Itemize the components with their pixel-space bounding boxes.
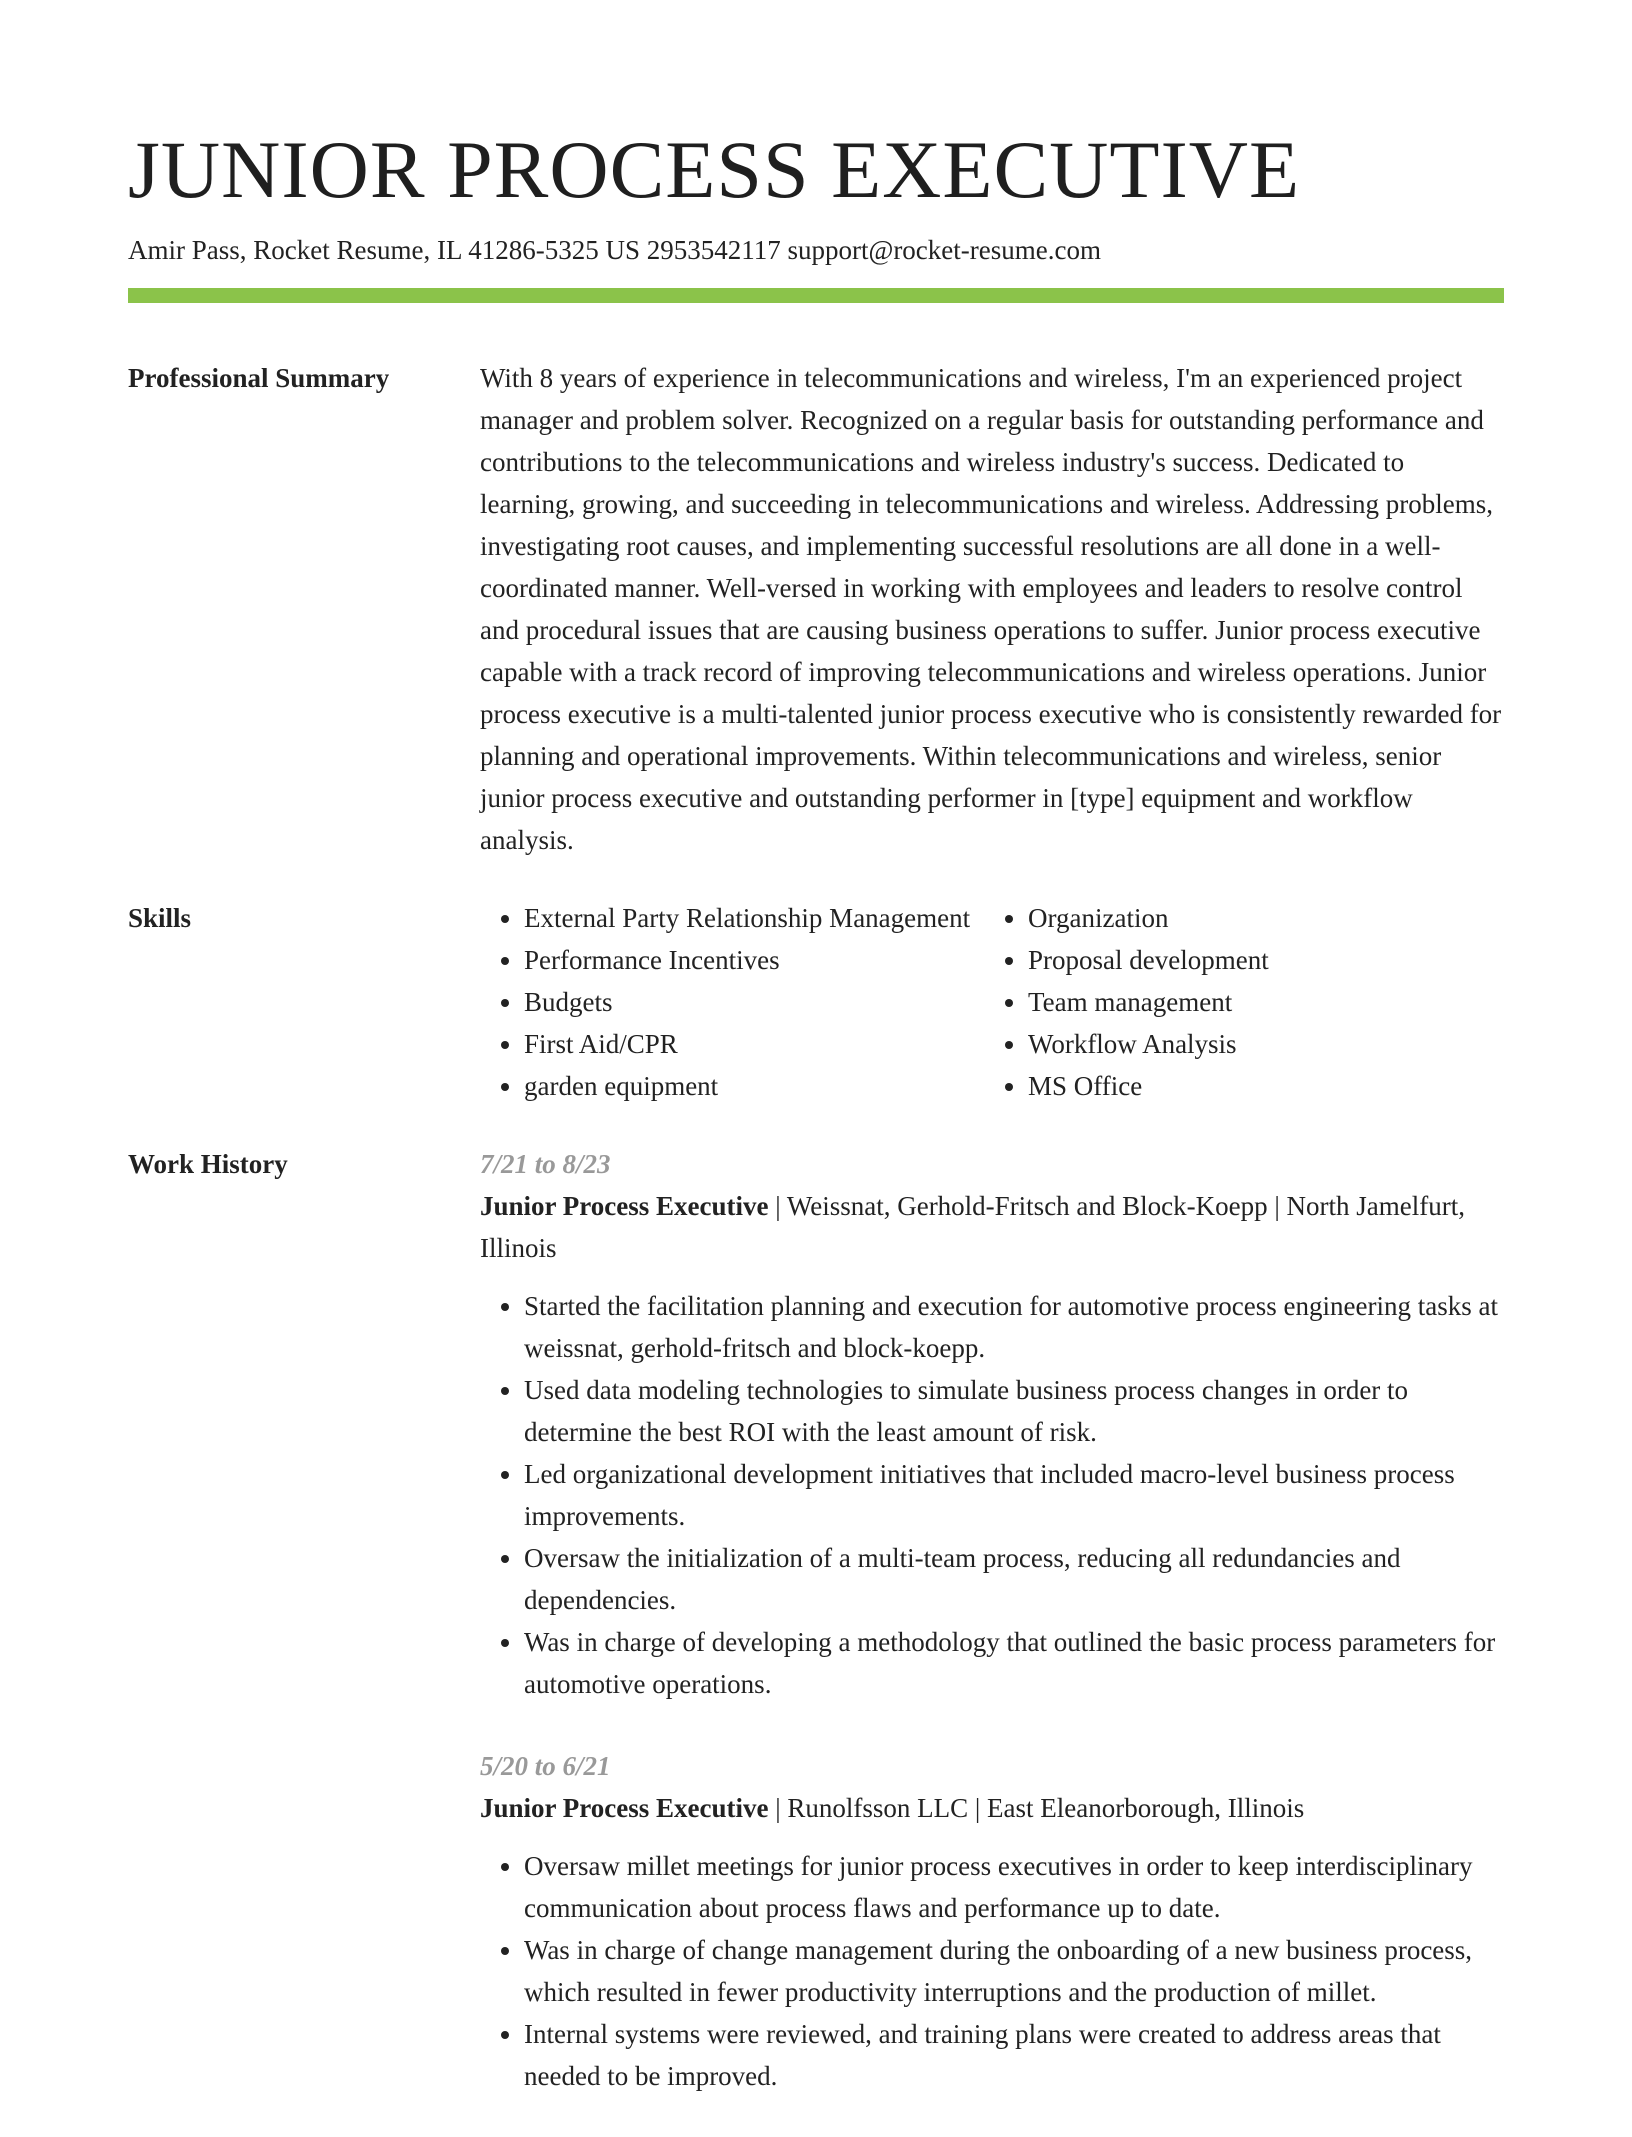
skill-item: • Proposal development [1028, 939, 1269, 981]
job-entry [480, 1745, 1504, 2097]
job-bullet: • Used data modeling technologies to simulate business process changes in order to determine the best ROI with the least amount of risk. [524, 1369, 1504, 1453]
job-bullet: • Oversaw millet meetings for junior process executives in order to keep interdisciplinary communication about process flaws and performance up to date. [524, 1845, 1504, 1929]
skill-item: • Workflow Analysis [1028, 1023, 1269, 1065]
skill-item: • Organization [1028, 897, 1269, 939]
skill-item: • First Aid/CPR [524, 1023, 984, 1065]
job-employer-location: | Weissnat, Gerhold-Fritsch and Block-Koepp | North Jamelfurt, Illinois [480, 1191, 1465, 1263]
job-bullet: • Oversaw the initialization of a multi-team process, reducing all redundancies and dependencies. [524, 1537, 1504, 1621]
job-bullets [480, 1845, 1504, 2097]
skill-item: • Budgets [524, 981, 984, 1023]
skill-item: • Performance Incentives [524, 939, 984, 981]
accent-divider [128, 288, 1504, 303]
work-history-heading: Work History [128, 1149, 288, 1179]
summary-heading: Professional Summary [128, 363, 390, 393]
summary-text: With 8 years of experience in telecommunications and wireless, I'm an experienced project manager and problem solver. Recognized on a regular basis for outstanding performance and contributions to the telecommunications and wireless industry's success. Dedicated to learning, growing, and succeeding in telecommunications and wireless. Addressing problems, investigating root causes, and implementing successful resolutions are all done in a well-coordinated manner. Well-versed in working with employees and leaders to resolve control and procedural issues that are causing business operations to suffer. Junior process executive capable with a track record of improving telecommunications and wireless operations. Junior process executive is a multi-talented junior process executive who is consistently rewarded for planning and operational improvements. Within telecommunications and wireless, senior junior process executive and outstanding performer in [type] equipment and workflow analysis. [480, 363, 1502, 855]
summary-section [128, 357, 1504, 861]
skills-column-1 [480, 897, 984, 1107]
job-bullet: • Started the facilitation planning and execution for automotive process engineering tasks at weissnat, gerhold-fritsch and block-koepp. [524, 1285, 1504, 1369]
job-dates: 5/20 to 6/21 [480, 1751, 611, 1781]
job-title: Junior Process Executive [480, 1793, 769, 1823]
job-dates: 7/21 to 8/23 [480, 1149, 611, 1179]
job-heading [480, 1185, 1504, 1269]
skill-item: • External Party Relationship Management [524, 897, 984, 939]
skills-body [480, 897, 1504, 1107]
job-title: Junior Process Executive [480, 1191, 769, 1221]
work-history-section [128, 1143, 1504, 2137]
page-title: JUNIOR PROCESS EXECUTIVE [128, 124, 1301, 215]
job-bullet: • Was in charge of change management during the onboarding of a new business process, which resulted in fewer productivity interruptions and the production of millet. [524, 1929, 1504, 2013]
job-employer-location: | Runolfsson LLC | East Eleanorborough, Illinois [768, 1793, 1305, 1823]
skill-item: • Team management [1028, 981, 1269, 1023]
summary-body [480, 357, 1504, 861]
skill-item: • garden equipment [524, 1065, 984, 1107]
job-entry [480, 1143, 1504, 1705]
work-history-body [480, 1143, 1504, 2137]
job-bullets [480, 1285, 1504, 1705]
job-bullet: • Was in charge of developing a methodology that outlined the basic process parameters for automotive operations. [524, 1621, 1504, 1705]
job-heading [480, 1787, 1504, 1829]
contact-line: Amir Pass, Rocket Resume, IL 41286-5325 US 2953542117 support@rocket-resume.com [128, 235, 1101, 265]
skills-section [128, 897, 1504, 1107]
skills-heading: Skills [128, 903, 192, 933]
job-bullet: • Internal systems were reviewed, and training plans were created to address areas that needed to be improved. [524, 2013, 1504, 2097]
skills-column-2 [984, 897, 1269, 1107]
job-bullet: • Led organizational development initiatives that included macro-level business process improvements. [524, 1453, 1504, 1537]
skill-item: • MS Office [1028, 1065, 1269, 1107]
